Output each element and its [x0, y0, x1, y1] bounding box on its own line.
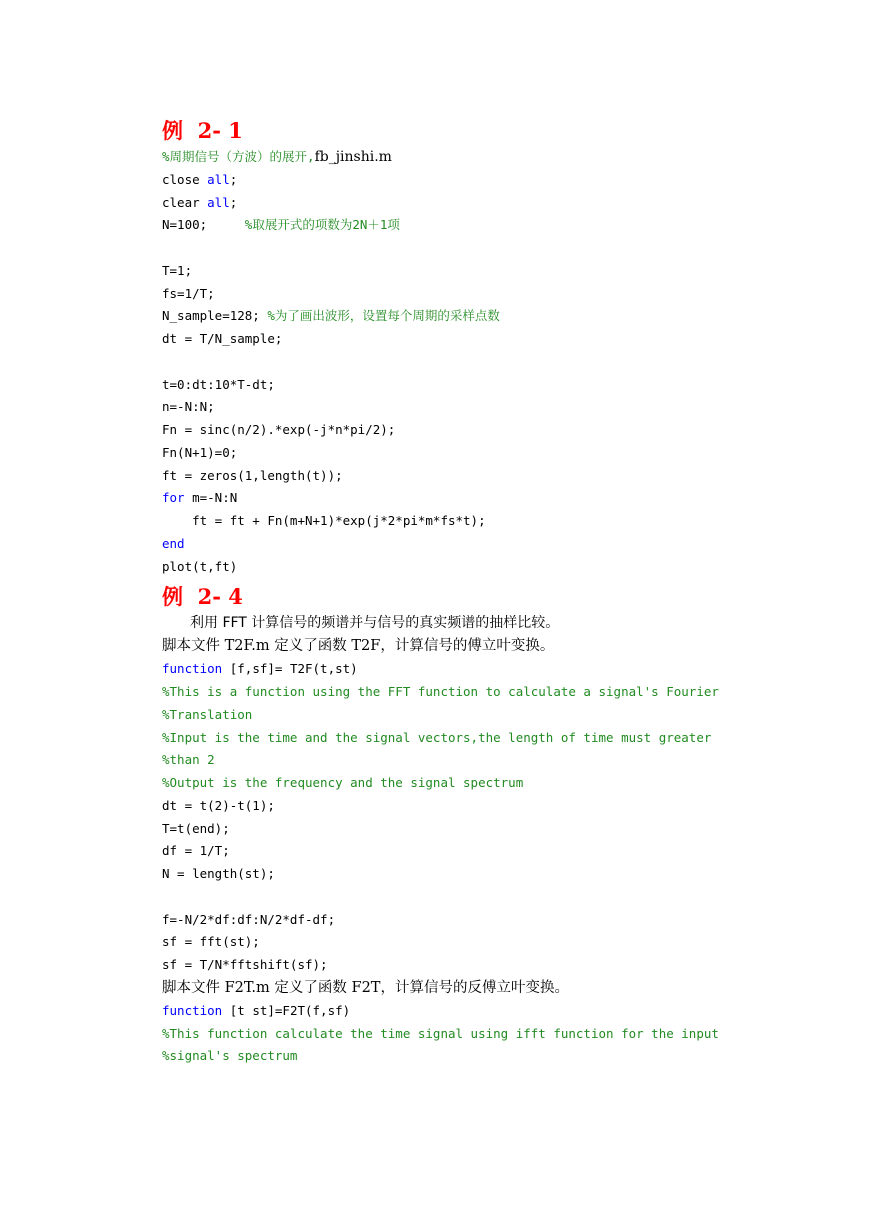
code-comment: %Input is the time and the signal vectors,the length of time must greater: [162, 729, 712, 745]
code-line: [162, 704, 782, 727]
code-keyword: end: [162, 535, 185, 551]
code-block-fb-jinshi: [162, 146, 782, 578]
code-text: sf = fft(st);: [162, 934, 260, 950]
code-text: f=-N/2*df:df:N/2*df-df;: [162, 911, 336, 927]
code-text: Fn(N+1)=0;: [162, 444, 238, 460]
code-text: ;: [229, 194, 238, 210]
code-line: [162, 396, 782, 419]
code-line: [162, 214, 782, 237]
code-comment: %为了画出波形，设置每个周期的采样点数: [267, 308, 500, 324]
code-line: [162, 863, 782, 886]
code-line: [162, 909, 782, 932]
code-text: clear: [162, 194, 208, 210]
code-line: [162, 840, 782, 863]
code-text: plot(t,ft): [162, 558, 238, 574]
code-comment: %This is a function using the FFT function to calculate a signal's Fourier: [162, 684, 719, 699]
code-comment: %Translation: [162, 706, 253, 722]
code-text: t=0:dt:10*T-dt;: [162, 376, 275, 392]
code-text: N = length(st);: [162, 866, 275, 881]
code-line: [162, 658, 782, 681]
code-line: [162, 328, 782, 351]
code-text: ;: [229, 171, 238, 187]
code-keyword: function: [162, 1002, 223, 1018]
code-line: [162, 374, 782, 397]
code-line: [162, 442, 782, 465]
code-comment: %取展开式的项数为2N＋1项: [244, 217, 400, 233]
code-keyword: function: [162, 661, 223, 677]
code-line: [162, 1023, 782, 1046]
code-line: [162, 681, 782, 704]
code-text: close: [162, 171, 208, 187]
intro-paragraph: 利用 FFT 计算信号的频谱并与信号的真实频谱的抽样比较。: [190, 615, 560, 632]
code-text: Fn = sinc(n/2).*exp(-j*n*pi/2);: [162, 422, 396, 437]
section-heading-2-4: 例 2- 4: [162, 584, 243, 610]
f2t-description: 脚本文件 F2T.m 定义了函数 F2T，计算信号的反傅立叶变换。: [162, 979, 569, 996]
code-line: [162, 727, 782, 750]
code-text: sf = T/N*fftshift(sf);: [162, 957, 328, 972]
code-text: df = 1/T;: [162, 843, 230, 859]
code-text: ft = ft + Fn(m+N+1)*exp(j*2*pi*m*fs*t);: [162, 513, 486, 528]
code-line: [162, 465, 782, 488]
code-line: [162, 260, 782, 283]
document-body: [162, 116, 782, 1068]
code-text: fs=1/T;: [162, 285, 215, 301]
code-line: [162, 772, 782, 795]
code-comment: %signal's spectrum: [162, 1048, 298, 1064]
code-text: T=t(end);: [162, 820, 230, 836]
code-text: ft = zeros(1,length(t));: [162, 467, 343, 483]
code-line: [162, 1045, 782, 1068]
code-line: [162, 237, 782, 260]
code-comment: %This function calculate the time signal using ifft function for the input: [162, 1025, 719, 1041]
code-line: [162, 931, 782, 954]
code-line: [162, 510, 782, 533]
code-line: [162, 487, 782, 510]
code-keyword: all: [207, 171, 230, 187]
code-keyword: for: [162, 490, 185, 506]
code-text: T=1;: [162, 262, 193, 278]
code-comment: %than 2: [162, 752, 215, 768]
code-line: [162, 886, 782, 909]
code-block-t2f: [162, 658, 782, 977]
code-line: [162, 556, 782, 579]
code-line: [162, 749, 782, 772]
code-keyword: all: [207, 194, 230, 210]
code-text: n=-N:N;: [162, 399, 215, 415]
code-text: N_sample=128;: [162, 308, 268, 324]
code-line: [162, 169, 782, 192]
code-block-f2t: [162, 1000, 782, 1068]
code-text: dt = t(2)-t(1);: [162, 797, 275, 813]
code-line: [162, 305, 782, 328]
code-line: [162, 283, 782, 306]
code-line: [162, 419, 782, 442]
code-text: [t st]=F2T(f,sf): [222, 1002, 351, 1018]
code-text: m=-N:N: [184, 490, 238, 506]
code-line: [162, 533, 782, 556]
section-heading-2-1: 例 2- 1: [162, 118, 243, 143]
code-line: [162, 192, 782, 215]
code-line: [162, 1000, 782, 1023]
code-line: [162, 351, 782, 374]
code-text: N=100;: [162, 217, 245, 233]
t2f-description: 脚本文件 T2F.m 定义了函数 T2F，计算信号的傅立叶变换。: [162, 638, 555, 655]
code-comment: %Output is the frequency and the signal spectrum: [162, 775, 524, 790]
code-comment: %周期信号（方波）的展开,: [162, 149, 315, 164]
code-text: [f,sf]= T2F(t,st): [222, 661, 358, 677]
code-line: [162, 146, 782, 169]
code-line: [162, 818, 782, 841]
code-text: dt = T/N_sample;: [162, 331, 283, 346]
code-line: [162, 795, 782, 818]
code-line: [162, 954, 782, 977]
code-text: fb_jinshi.m: [314, 149, 392, 165]
